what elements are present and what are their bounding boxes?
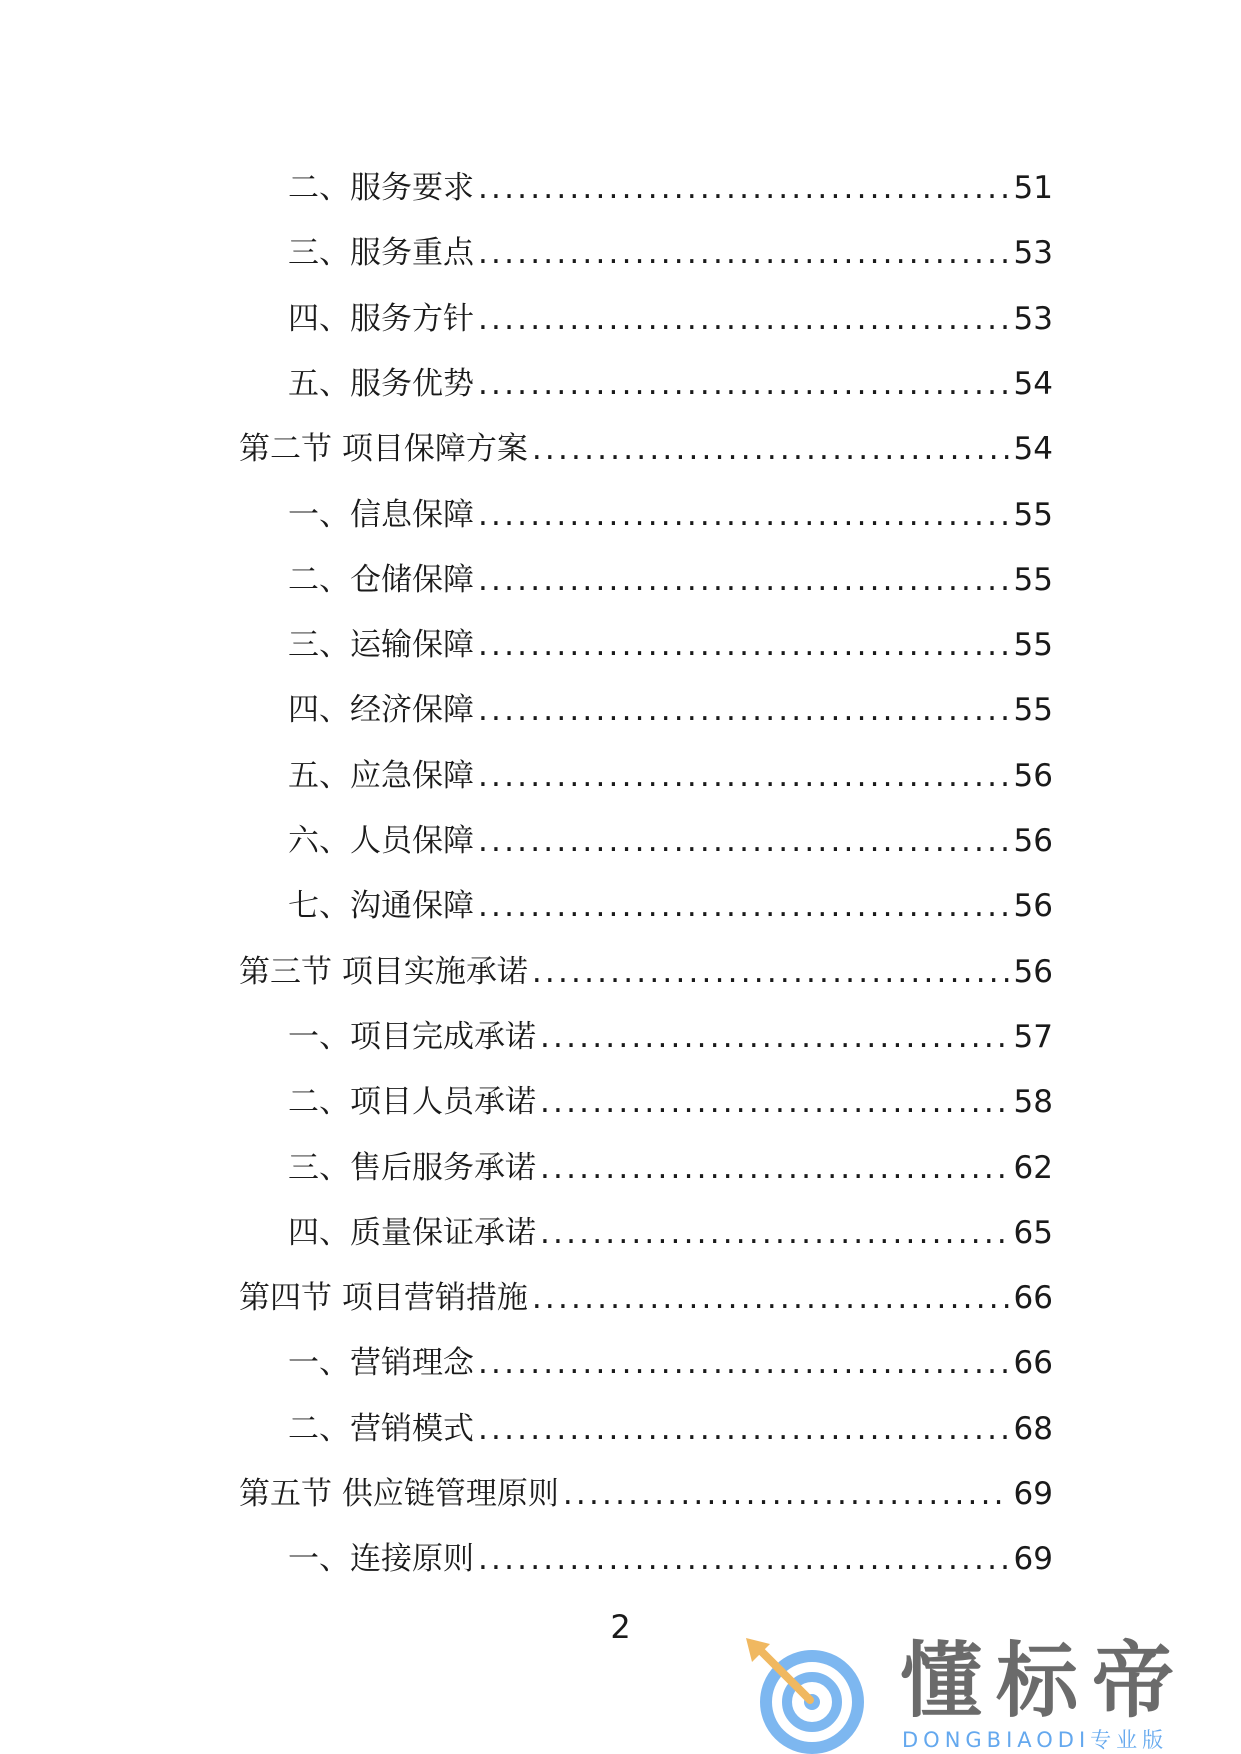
toc-entry-page-number: 58	[1013, 1084, 1053, 1121]
toc-entry-page-number: 66	[1013, 1280, 1053, 1317]
watermark-subtitle: DONGBIAODI专业版	[902, 1728, 1169, 1752]
toc-dot-leader	[532, 950, 1010, 994]
toc-entry-title: 七、沟通保障	[288, 888, 474, 925]
toc-dot-leader	[478, 1537, 1010, 1581]
toc-dot-leader	[478, 362, 1010, 406]
toc-dot-leader	[478, 166, 1010, 210]
toc-entry-page-number: 54	[1013, 431, 1053, 468]
toc-entry-title: 二、项目人员承诺	[288, 1084, 536, 1121]
toc-entry-page-number: 56	[1013, 888, 1053, 925]
toc-subsection-entry[interactable]	[288, 1211, 1053, 1255]
toc-section-entry[interactable]	[239, 1472, 1053, 1516]
toc-entry-title: 第四节 项目营销措施	[239, 1280, 528, 1317]
toc-subsection-entry[interactable]	[288, 1080, 1053, 1124]
toc-entry-title: 三、运输保障	[288, 627, 474, 664]
toc-entry-page-number: 65	[1013, 1214, 1053, 1251]
toc-entry-title: 四、质量保证承诺	[288, 1214, 536, 1251]
toc-entry-page-number: 55	[1013, 496, 1053, 533]
toc-dot-leader	[478, 493, 1010, 537]
toc-dot-leader	[532, 1276, 1010, 1320]
toc-entry-title: 二、仓储保障	[288, 561, 474, 598]
toc-section-entry[interactable]	[239, 1276, 1053, 1320]
toc-entry-page-number: 53	[1013, 300, 1053, 337]
toc-dot-leader	[540, 1015, 1010, 1059]
toc-dot-leader	[478, 754, 1010, 798]
toc-dot-leader	[478, 688, 1010, 732]
toc-dot-leader	[540, 1211, 1010, 1255]
watermark-brand: 懂标帝	[900, 1634, 1189, 1729]
toc-dot-leader	[478, 1341, 1010, 1385]
toc-entry-page-number: 51	[1013, 170, 1053, 206]
toc-section-entry[interactable]	[239, 427, 1053, 471]
toc-dot-leader	[478, 623, 1010, 667]
toc-entry-title: 第五节 供应链管理原则	[239, 1476, 559, 1512]
toc-subsection-entry[interactable]	[288, 362, 1053, 406]
toc-entry-page-number: 56	[1013, 953, 1053, 990]
toc-entry-title: 一、信息保障	[288, 496, 474, 533]
toc-subsection-entry[interactable]	[288, 754, 1053, 798]
toc-entry-page-number: 53	[1013, 235, 1053, 272]
toc-section-entry[interactable]	[239, 950, 1053, 994]
toc-dot-leader	[478, 1407, 1010, 1451]
toc-entry-title: 第二节 项目保障方案	[239, 431, 528, 468]
toc-subsection-entry[interactable]	[288, 884, 1053, 928]
toc-subsection-entry[interactable]	[288, 558, 1053, 602]
toc-subsection-entry[interactable]	[288, 1146, 1053, 1190]
toc-dot-leader	[478, 231, 1010, 275]
toc-dot-leader	[478, 558, 1010, 602]
toc-entry-title: 四、服务方针	[288, 300, 474, 337]
toc-entry-page-number: 55	[1013, 627, 1053, 664]
toc-dot-leader	[478, 297, 1010, 341]
toc-entry-page-number: 66	[1013, 1345, 1053, 1382]
toc-entry-page-number: 54	[1013, 365, 1053, 402]
toc-entry-title: 第三节 项目实施承诺	[239, 953, 528, 990]
toc-entry-title: 一、项目完成承诺	[288, 1018, 536, 1055]
page-number: 2	[610, 1608, 631, 1646]
toc-entry-title: 二、服务要求	[288, 170, 474, 206]
toc-entry-page-number: 69	[1013, 1541, 1053, 1578]
toc-entry-page-number: 55	[1013, 561, 1053, 598]
toc-entry-page-number: 62	[1013, 1149, 1053, 1186]
toc-subsection-entry[interactable]	[288, 819, 1053, 863]
toc-entry-page-number: 56	[1013, 757, 1053, 794]
target-arrow-icon	[742, 1636, 892, 1754]
toc-entry-page-number: 55	[1013, 692, 1053, 729]
toc-entry-page-number: 68	[1013, 1410, 1053, 1447]
toc-subsection-entry[interactable]	[288, 1015, 1053, 1059]
toc-subsection-entry[interactable]	[288, 1537, 1053, 1581]
toc-subsection-entry[interactable]	[288, 623, 1053, 667]
toc-subsection-entry[interactable]	[288, 1407, 1053, 1451]
toc-entry-title: 六、人员保障	[288, 823, 474, 859]
toc-entry-title: 三、服务重点	[288, 235, 474, 272]
toc-subsection-entry[interactable]	[288, 493, 1053, 537]
toc-dot-leader	[478, 819, 1010, 863]
toc-entry-page-number: 56	[1013, 823, 1053, 859]
watermark-logo	[742, 1636, 1222, 1754]
toc-subsection-entry[interactable]	[288, 166, 1053, 210]
toc-entry-title: 一、连接原则	[288, 1541, 474, 1578]
toc-entry-title: 五、应急保障	[288, 757, 474, 794]
toc-dot-leader	[563, 1472, 1010, 1516]
toc-entry-title: 二、营销模式	[288, 1410, 474, 1447]
toc-subsection-entry[interactable]	[288, 297, 1053, 341]
toc-entry-title: 一、营销理念	[288, 1345, 474, 1382]
toc-entry-page-number: 57	[1013, 1018, 1053, 1055]
toc-dot-leader	[540, 1080, 1010, 1124]
toc-subsection-entry[interactable]	[288, 688, 1053, 732]
toc-entry-title: 三、售后服务承诺	[288, 1149, 536, 1186]
toc-subsection-entry[interactable]	[288, 231, 1053, 275]
toc-subsection-entry[interactable]	[288, 1341, 1053, 1385]
toc-dot-leader	[478, 884, 1010, 928]
toc-entry-title: 五、服务优势	[288, 365, 474, 402]
toc-entry-page-number: 69	[1013, 1476, 1053, 1512]
toc-entry-title: 四、经济保障	[288, 692, 474, 729]
toc-dot-leader	[540, 1146, 1010, 1190]
toc-dot-leader	[532, 427, 1010, 471]
